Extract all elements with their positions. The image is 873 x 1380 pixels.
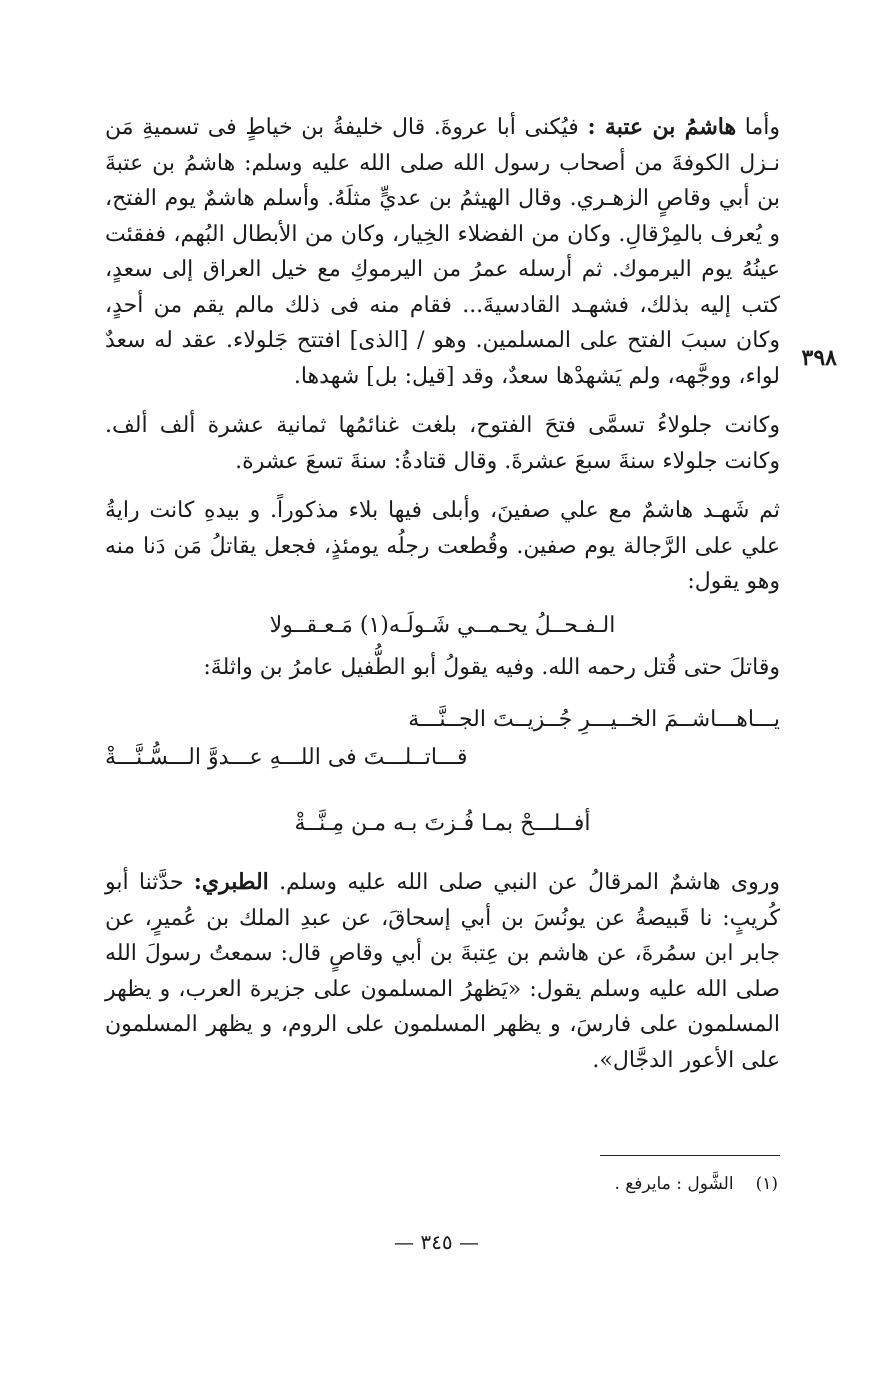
paragraph-lead: وروى هاشمٌ المرقالُ عن النبي صلى الله عليه وسلم. — [268, 870, 781, 895]
footnote — [614, 1170, 778, 1198]
paragraph-text: وقاتلَ حتى قُتل رحمه الله. وفيه يقولُ أبو الطُّفيل عامرُ بن واثلةَ: — [203, 654, 780, 680]
bold-source-name: الطبري: — [193, 869, 269, 895]
footnote-divider — [600, 1155, 780, 1156]
paragraph-siffin — [105, 493, 780, 600]
poem-line-1: يـــاهـــاشــمَ الخــيـــرِ جُــزيــتَ الجــنَّـــة — [408, 707, 780, 732]
paragraph-text: وكانت جلولاءُ تسمَّى فتحَ الفتوح، بلغت غنائمُها ثمانية عشرة ألف ألف. وكانت جلولاء سنةَ سبعَ عشرةَ. وقال قتادةُ: سنةَ تسعَ عشرة. — [105, 413, 780, 474]
paragraph-text: ثم شَهـد هاشمٌ مع علي صفينَ، وأبلى فيها بلاء مذكوراً. و بيدهِ كانت رايةُ علي على الرَّجالة يوم صفين. وقُطعت رجلُه يومئذٍ، فجعل يقاتلُ مَن دَنا منه وهو يقول: — [105, 498, 780, 594]
bold-heading-name: هاشمُ بن عتبة : — [587, 114, 737, 140]
page-body — [105, 110, 780, 1078]
poem-block — [105, 701, 780, 843]
paragraph-hashim-intro — [105, 110, 780, 394]
footnote-mark: (١) — [755, 1174, 778, 1194]
poem-line-2: قـــاتــلـــتَ فى اللـــهِ عـــدوَّ الـــسُّـنَّـــةْ — [105, 745, 468, 770]
footnote-text: الشَّول : مايرفع . — [614, 1174, 734, 1194]
verse-line-single: الـفـحــلُ يحـمــي شَـولَـه(١) مَـعـقــولا — [269, 612, 616, 638]
paragraph-text: فيُكنى أبا عروةَ. قال خليفةُ بن خياطٍ فى تسميةِ مَن نـزل الكوفةَ من أصحاب رسول الله صلى الله عليه وسلم: هاشمُ بن عتبةَ بن أبي وقاصٍ الزهـري. وقال الهيثمُ بن عديٍّ مثلَهُ. وأسلم هاشمٌ يوم الفتح، و يُعرف بالمِرْقالِ. وكان من الفضلاء الخِيار، وكان من الأبطال البُهم، ففقئت عينُهُ يوم اليرموك. ثم أرسله عمرُ من اليرموكِ مع خيل العراق إلى سعدٍ، كتب إليه بذلك، فشهـد القادسيةَ... فقام منه فى ذلك مالم يقم من أحدٍ، وكان سببَ الفتح على المسلمين. وهو / [الذى] افتتح جَلولاء. عقد له سعدٌ لواء، ووجَّهه، ولم يَشهدْها سعدٌ، وقد [قيل: بل] شهدها. — [105, 115, 780, 389]
paragraph-jalula — [105, 408, 780, 479]
paragraph-text: حدَّثنا أبو كُريبٍ: نا قَبيصةُ عن يونُسَ بن أبي إسحاقَ، عن عبدِ الملك بن عُميرٍ، عن جابر ابن سمُرةَ، عن هاشم بن عِتبةَ بن أبي وقاصٍ قال: سمعتُ رسولَ الله صلى الله عليه وسلم يقول: «يَظهرُ المسلمون على جزيرة العرب، و يظهر المسلمون على فارسَ، و يظهر المسلمون على الروم، و يظهر المسلمون على الأعور الدجَّال». — [105, 870, 780, 1073]
poem-line-3: أفــلـــحْ بمـا فُـزتَ بـه مـن مِـنَّــةْ — [294, 811, 591, 836]
paragraph-lead: وأما — [736, 115, 780, 140]
page-number: — ٣٤٥ — — [394, 1230, 479, 1254]
paragraph-hadith — [105, 865, 780, 1078]
margin-page-reference: ٣٩٨ — [801, 345, 837, 371]
paragraph-death — [105, 650, 780, 686]
